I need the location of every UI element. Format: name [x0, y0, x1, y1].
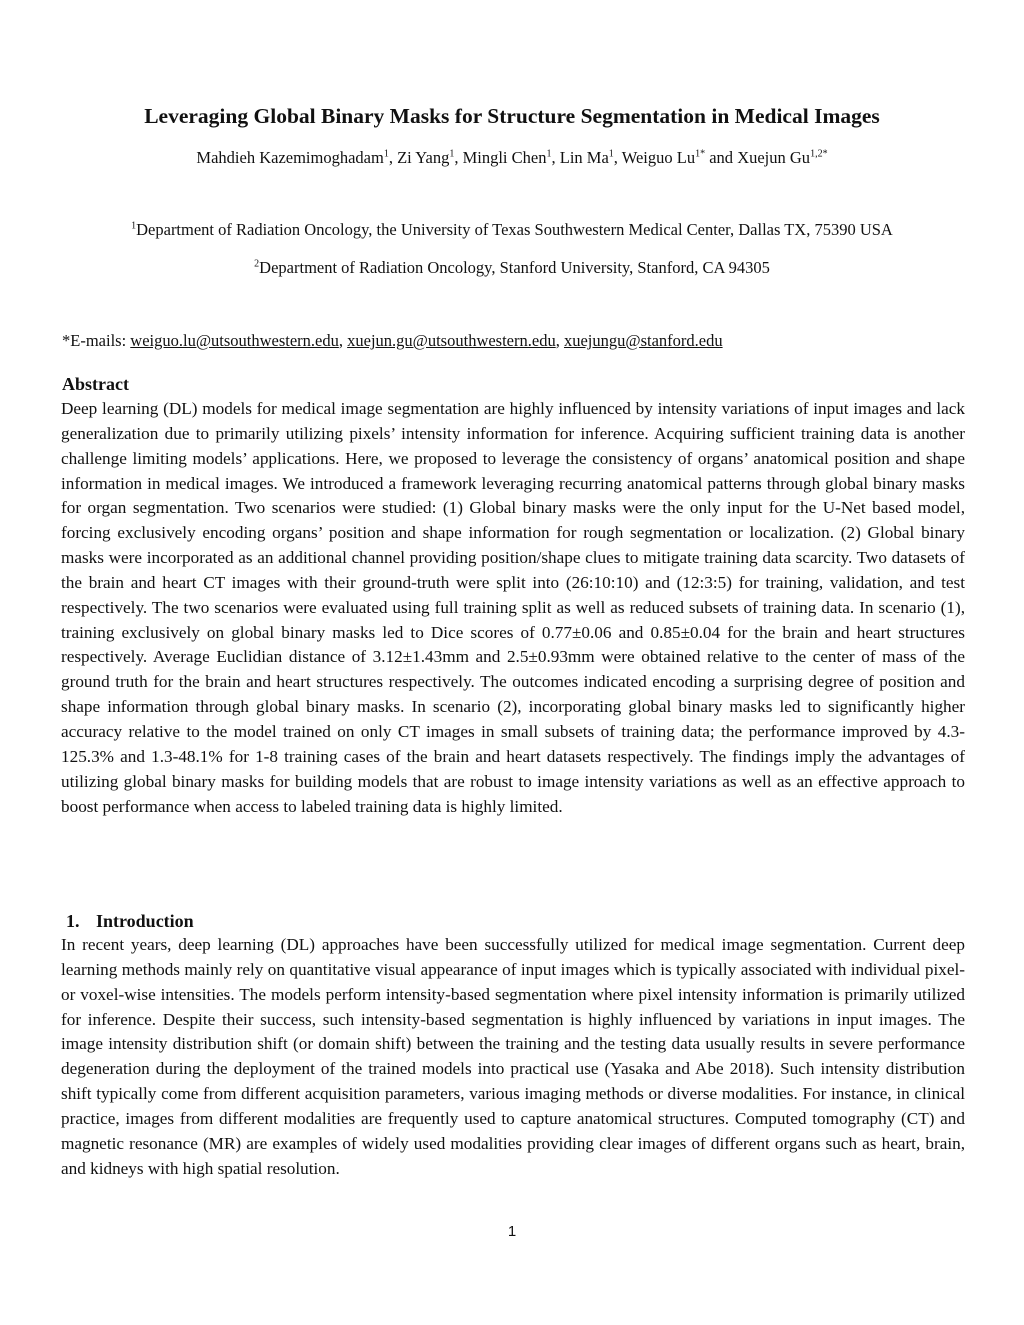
author-separator: , [551, 148, 560, 167]
email-link[interactable]: weiguo.lu@utsouthwestern.edu [130, 331, 339, 350]
author-affiliation-mark: 1 [608, 148, 614, 160]
author-separator: , [454, 148, 463, 167]
email-link[interactable]: xuejungu@stanford.edu [563, 331, 723, 350]
email-separator: , [338, 331, 348, 350]
author-name: Mahdieh Kazemimoghadam [196, 148, 384, 167]
affiliation-text: Department of Radiation Oncology, Stanford University, Stanford, CA 94305 [259, 258, 770, 277]
author-affiliation-mark: 1 [383, 148, 389, 160]
introduction-text: In recent years, deep learning (DL) approaches have been successfully utilized for medical image segmentation. Current deep learning methods mainly rely on quantitative visual appearance of input images which is typically associated with individual pixel- or voxel-wise intensities. The models perform intensity-based segmentation where pixel intensity information is primarily utilized for inference. Despite their success, such intensity-based segmentation is highly influenced by variations in input images. The image intensity distribution shift (or domain shift) between the training and the testing data usually results in severe performance degeneration during the deployment of the trained models into practical use (Yasaka and Abe 2018). Such intensity distribution shift typically come from different acquisition parameters, various imaging methods or diverse modalities. For instance, in clinical practice, images from different modalities are frequently used to capture anatomical structures. Computed tomography (CT) and magnetic resonance (MR) are examples of widely used modalities providing clear images of different organs such as heart, brain, and kidneys with high spatial resolution. [61, 935, 965, 1178]
section-title: Introduction [96, 911, 194, 931]
author-name: Weiguo Lu [621, 148, 696, 167]
abstract-heading: Abstract [62, 374, 129, 394]
introduction-heading [66, 911, 194, 932]
email-separator: , [555, 331, 564, 350]
email-link[interactable]: xuejun.gu@utsouthwestern.edu [347, 331, 556, 350]
abstract-text: Deep learning (DL) models for medical image segmentation are highly influenced by intensity variations of input images and lack generalization due to primarily utilizing pixels’ intensity information for inference. Acquiring sufficient training data is another challenge limiting models’ applications. Here, we proposed to leverage the consistency of organs’ anatomical position and shape information in medical images. We introduced a framework leveraging recurring anatomical patterns through global binary masks for organ segmentation. Two scenarios were studied: (1) Global binary masks were the only input for the U-Net based model, forcing exclusively encoding organs’ position and shape information for rough segmentation or localization. (2) Global binary masks were incorporated as an additional channel providing position/shape clues to mitigate training data scarcity. Two datasets of the brain and heart CT images with their ground-truth were split into (26:10:10) and (12:3:5) for training, validation, and test respectively. The two scenarios were evaluated using full training split as well as reduced subsets of training data. In scenario (1), training exclusively on global binary masks led to Dice scores of 0.77±0.06 and 0.85±0.04 for the brain and heart structures respectively. Average Euclidian distance of 3.12±1.43mm and 2.5±0.93mm were obtained relative to the center of mass of the ground truth for the brain and heart structures respectively. The outcomes indicated encoding a surprising degree of position and shape information through global binary masks. In scenario (2), incorporating global binary masks led to significantly higher accuracy relative to the model trained on only CT images in small subsets of training data; the performance improved by 4.3-125.3% and 1.3-48.1% for 1-8 training cases of the brain and heart datasets respectively. The findings imply the advantages of utilizing global binary masks for building models that are robust to image intensity variations as well as an effective approach to boost performance when access to labeled training data is highly limited. [61, 399, 965, 816]
author-separator: and [705, 148, 738, 167]
paper-title: Leveraging Global Binary Masks for Structure Segmentation in Medical Images [144, 104, 880, 128]
author-name: Zi Yang [397, 148, 450, 167]
page-number: 1 [507, 1223, 517, 1240]
author-affiliation-mark: 1 [449, 148, 455, 160]
affiliation-mark: 1 [131, 220, 137, 232]
affiliation-mark: 2 [254, 258, 260, 270]
affiliation-1 [0, 220, 1024, 240]
author-name: Mingli Chen [462, 148, 547, 167]
section-number: 1. [66, 911, 80, 931]
author-separator: , [613, 148, 622, 167]
author-separator: , [388, 148, 398, 167]
author-name: Lin Ma [559, 148, 609, 167]
affiliation-2 [0, 258, 1024, 278]
emails-label: *E-mails: [62, 331, 131, 350]
author-list [0, 148, 1024, 168]
author-affiliation-mark: 1,2* [810, 148, 828, 160]
author-affiliation-mark: 1* [695, 148, 706, 160]
author-affiliation-mark: 1 [546, 148, 552, 160]
affiliation-text: Department of Radiation Oncology, the University of Texas Southwestern Medical Center, Dallas TX, 75390 USA [136, 220, 893, 239]
contact-emails [62, 331, 723, 351]
author-name: Xuejun Gu [737, 148, 811, 167]
